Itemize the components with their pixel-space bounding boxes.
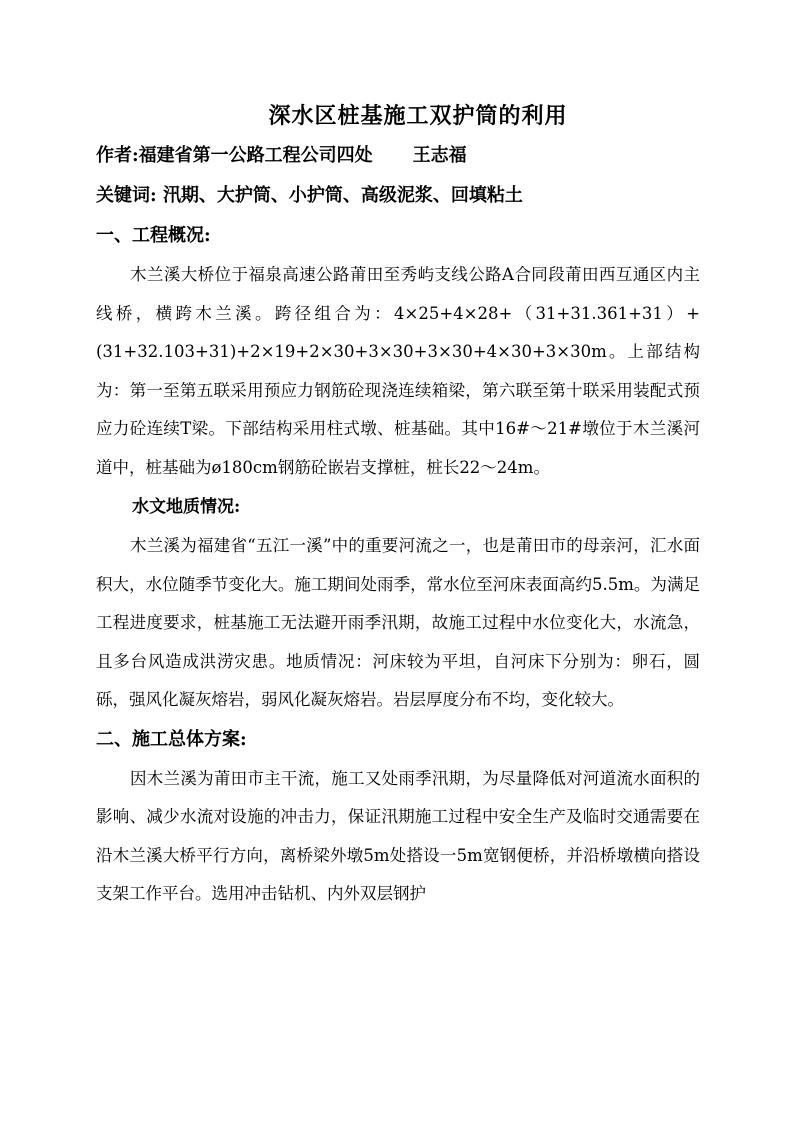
section-heading-plan: 二、施工总体方案: [96, 728, 247, 750]
document-page [96, 96, 700, 914]
author-label: 作者: [96, 145, 139, 166]
paragraph-hydrogeology: 木兰溪为福建省“五江一溪”中的重要河流之一，也是莆田市的母亲河，汇水面积大，水位随季节变化大。施工期间处雨季，常水位至河床表面高约5.5m。为满足工程进度要求，桩基施工无法避开雨季汛期，故施工过程中水位变化大，水流急，且多台风造成洪涝灾患。地质情况：河床较为平坦，自河床下分别为：卵石，圆砾，强风化凝灰熔岩，弱风化凝灰熔岩。岩层厚度分布不均，变化较大。 [96, 536, 700, 709]
keywords-line [96, 176, 700, 216]
keywords-label: 关键词: [96, 185, 157, 206]
section-heading-overview: 一、工程概况: [96, 225, 211, 246]
document-title: 深水区桩基施工双护筒的利用 [268, 103, 568, 129]
author-org: 福建省第一公路工程公司四处 [138, 145, 373, 166]
subheading-hydrogeology: 水文地质情况: [132, 497, 241, 517]
keywords-text: 汛期、大护筒、小护筒、高级泥浆、回填粘土 [162, 185, 523, 206]
author-name: 王志福 [412, 145, 467, 166]
paragraph-overview: 木兰溪大桥位于福泉高速公路莆田至秀屿支线公路A合同段莆田西互通区内主线桥，横跨木兰溪。跨径组合为：4×25+4×28+（31+31.361+31）+(31+32.103+31)+2×19+2×30+3×30+3×30+4×30+3×30m。上部结构为：第一至第五联采用预应力钢筋砼现浇连续箱梁，第六联至第十联采用装配式预应力砼连续T梁。下部结构采用柱式墩、桩基础。其中16#～21#墩位于木兰溪河道中，桩基础为ø180cm钢筋砼嵌岩支撑桩，桩长22～24m。 [96, 265, 700, 477]
paragraph-plan: 因木兰溪为莆田市主干流，施工又处雨季汛期，为尽量降低对河道流水面积的影响、减少水流对设施的冲击力，保证汛期施工过程中安全生产及临时交通需要在沿木兰溪大桥平行方向，离桥梁外墩5m处搭设一5m宽钢便桥，并沿桥墩横向搭设支架工作平台。选用冲击钻机、内外双层钢护 [96, 768, 700, 903]
author-line [96, 136, 700, 176]
